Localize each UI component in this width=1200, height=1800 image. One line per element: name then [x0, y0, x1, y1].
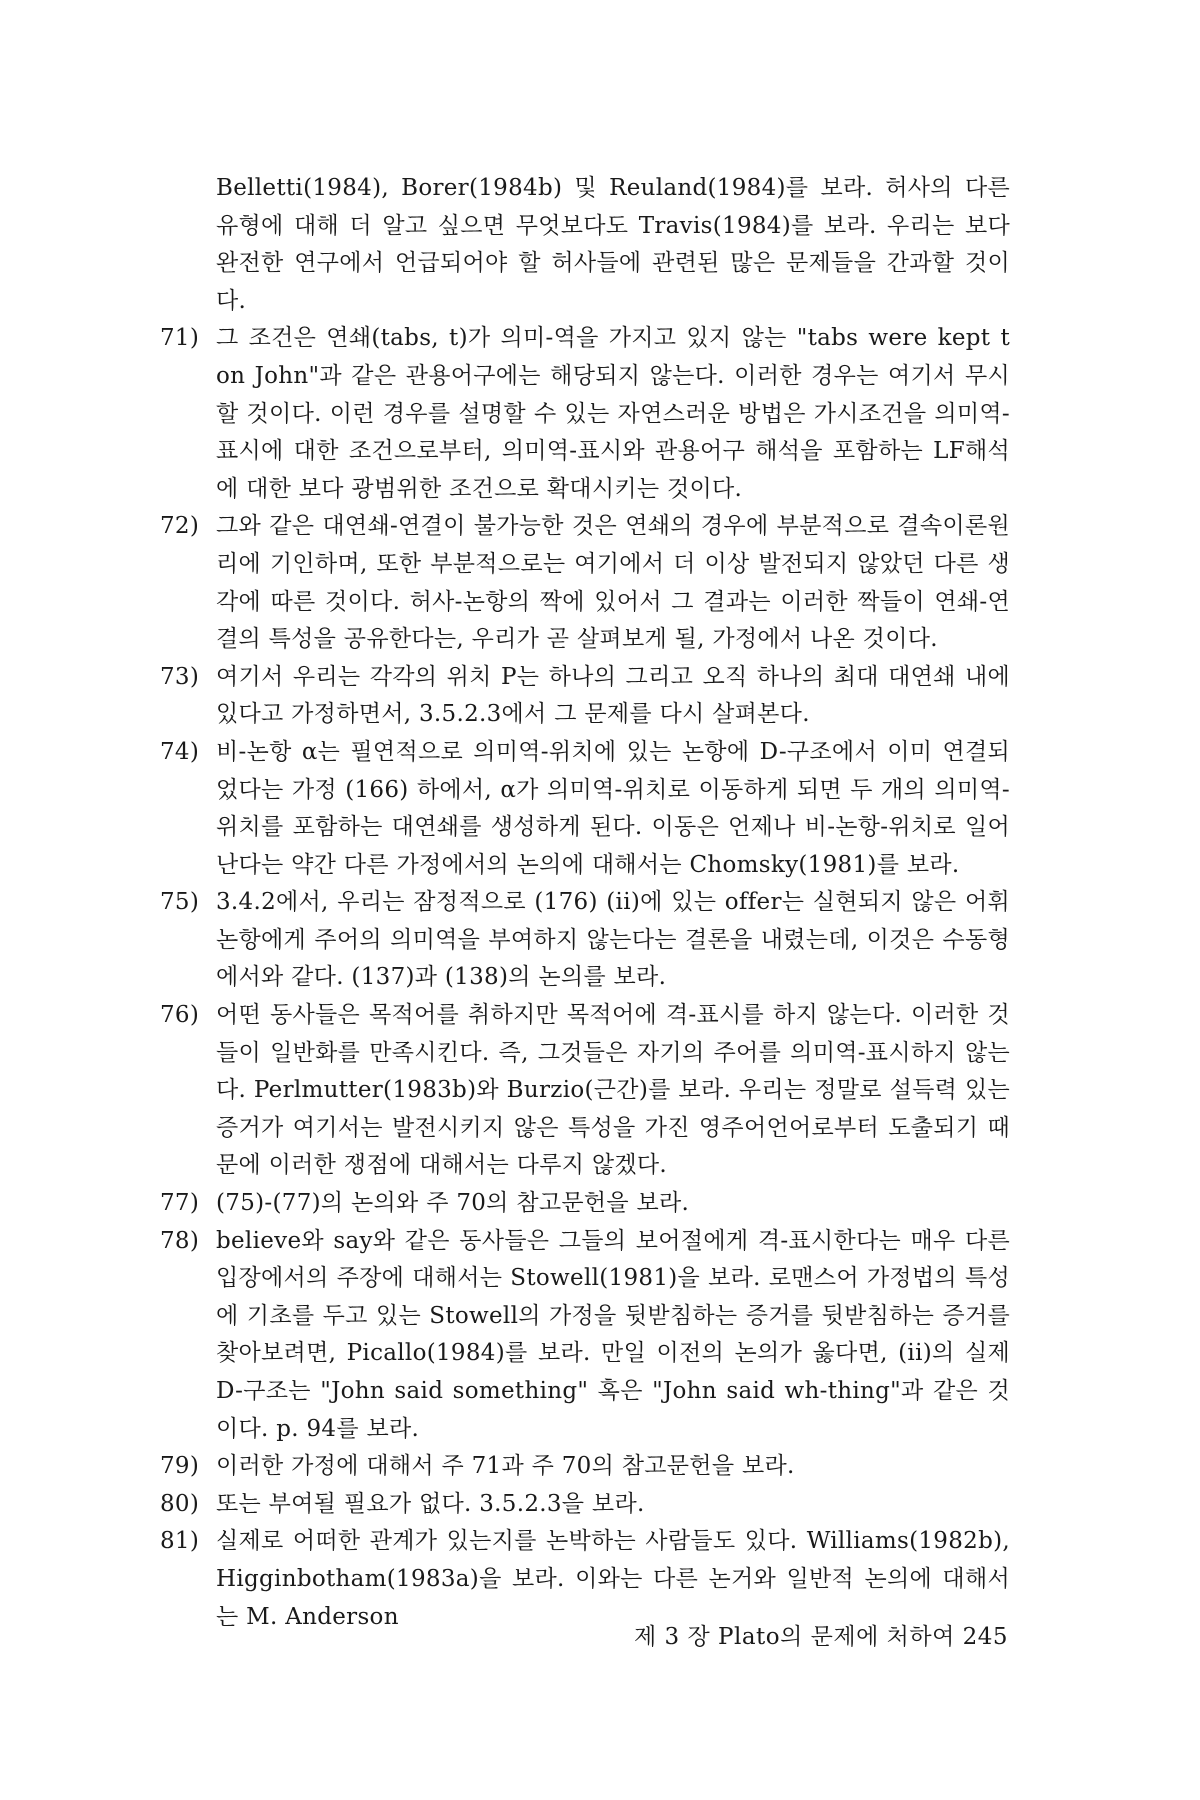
note-number: 76)	[160, 1002, 200, 1029]
note-number: 81)	[160, 1528, 200, 1555]
note-text: 비-논항 α는 필연적으로 의미역-위치에 있는 논항에 D-구조에서 이미 연결되었다는 가정 (166) 하에서, α가 의미역-위치로 이동하게 되면 두 개의 의미역-위치를 포함하는 대연쇄를 생성하게 된다. 이동은 언제나 비-논항-위치로 일어난다는 약간 다른 가정에서의 논의에 대해서는 Chomsky(1981)를 보라.	[216, 738, 1010, 878]
note-text: 어떤 동사들은 목적어를 취하지만 목적어에 격-표시를 하지 않는다. 이러한 것들이 일반화를 만족시킨다. 즉, 그것들은 자기의 주어를 의미역-표시하지 않는다. Perlmutter(1983b)와 Burzio(근간)를 보라. 우리는 정말로 설득력 있는 증거가 여기서는 발전시키지 않은 특성을 가진 영주어언어로부터 도출되기 때문에 이러한 쟁점에 대해서는 다루지 않겠다.	[216, 1002, 1010, 1179]
note-text: 또는 부여될 필요가 없다. 3.5.2.3을 보라.	[216, 1490, 645, 1517]
note-text: 실제로 어떠한 관계가 있는지를 논박하는 사람들도 있다. Williams(1982b), Higginbotham(1983a)을 보라. 이와는 다른 논거와 일반적 논의에 대해서는 M. Anderson	[216, 1528, 1010, 1630]
page-footer: 제 3 장 Plato의 문제에 처하여 245	[634, 1624, 1008, 1650]
note-text: (75)-(77)의 논의와 주 70의 참고문헌을 보라.	[216, 1190, 690, 1217]
note-number: 78)	[160, 1227, 200, 1254]
note-number: 75)	[160, 889, 200, 916]
note-text: believe와 say와 같은 동사들은 그들의 보어절에게 격-표시한다는 매우 다른 입장에서의 주장에 대해서는 Stowell(1981)을 보라. 로맨스어 가정법의 특성에 기초를 두고 있는 Stowell의 가정을 뒷받침하는 증거를 뒷받침하는 증거를 찾아보려면, Picallo(1984)를 보라. 만일 이전의 논의가 옳다면, (ii)의 실제 D-구조는 "John said something" 혹은 "John said wh-thing"과 같은 것이다. p. 94를 보라.	[216, 1227, 1010, 1442]
note-number: 71)	[160, 325, 200, 352]
endnote-72	[160, 508, 1010, 658]
note-number: 77)	[160, 1190, 200, 1217]
note-text: 여기서 우리는 각각의 위치 P는 하나의 그리고 오직 하나의 최대 대연쇄 내에 있다고 가정하면서, 3.5.2.3에서 그 문제를 다시 살펴본다.	[216, 663, 1010, 728]
endnote-77	[160, 1185, 1010, 1223]
endnote-79	[160, 1448, 1010, 1486]
note-number: 80)	[160, 1490, 200, 1517]
note-number: 74)	[160, 738, 200, 765]
note-number: 79)	[160, 1453, 200, 1480]
note-continuation: Belletti(1984), Borer(1984b) 및 Reuland(1984)를 보라. 허사의 다른 유형에 대해 더 알고 싶으면 무엇보다도 Travis(1984)를 보라. 우리는 보다 완전한 연구에서 언급되어야 할 허사들에 관련된 많은 문제들을 간과할 것이다.	[216, 175, 1010, 314]
endnote-78	[160, 1223, 1010, 1449]
endnote-75	[160, 884, 1010, 997]
note-text: 그 조건은 연쇄(tabs, t)가 의미-역을 가지고 있지 않는 "tabs were kept t on John"과 같은 관용어구에는 해당되지 않는다. 이러한 경우는 여기서 무시할 것이다. 이런 경우를 설명할 수 있는 자연스러운 방법은 가시조건을 의미역-표시에 대한 조건으로부터, 의미역-표시와 관용어구 해석을 포함하는 LF해석에 대한 보다 광범위한 조건으로 확대시키는 것이다.	[216, 325, 1010, 502]
note-text: 이러한 가정에 대해서 주 71과 주 70의 참고문헌을 보라.	[216, 1453, 795, 1480]
endnote-80	[160, 1486, 1010, 1524]
notes-text-block	[160, 170, 1010, 1636]
endnote-76	[160, 997, 1010, 1185]
note-text: 그와 같은 대연쇄-연결이 불가능한 것은 연쇄의 경우에 부분적으로 결속이론원리에 기인하며, 또한 부분적으로는 여기에서 더 이상 발전되지 않았던 다른 생각에 따른 것이다. 허사-논항의 짝에 있어서 그 결과는 이러한 짝들이 연쇄-연결의 특성을 공유한다는, 우리가 곧 살펴보게 될, 가정에서 나온 것이다.	[216, 513, 1010, 653]
note-number: 73)	[160, 663, 200, 690]
endnote-74	[160, 734, 1010, 884]
note-number: 72)	[160, 513, 200, 540]
note-text: 3.4.2에서, 우리는 잠정적으로 (176) (ii)에 있는 offer는 실현되지 않은 어휘논항에게 주어의 의미역을 부여하지 않는다는 결론을 내렸는데, 이것은 수동형에서와 같다. (137)과 (138)의 논의를 보라.	[216, 889, 1010, 991]
endnote-73	[160, 659, 1010, 734]
endnote-71	[160, 320, 1010, 508]
